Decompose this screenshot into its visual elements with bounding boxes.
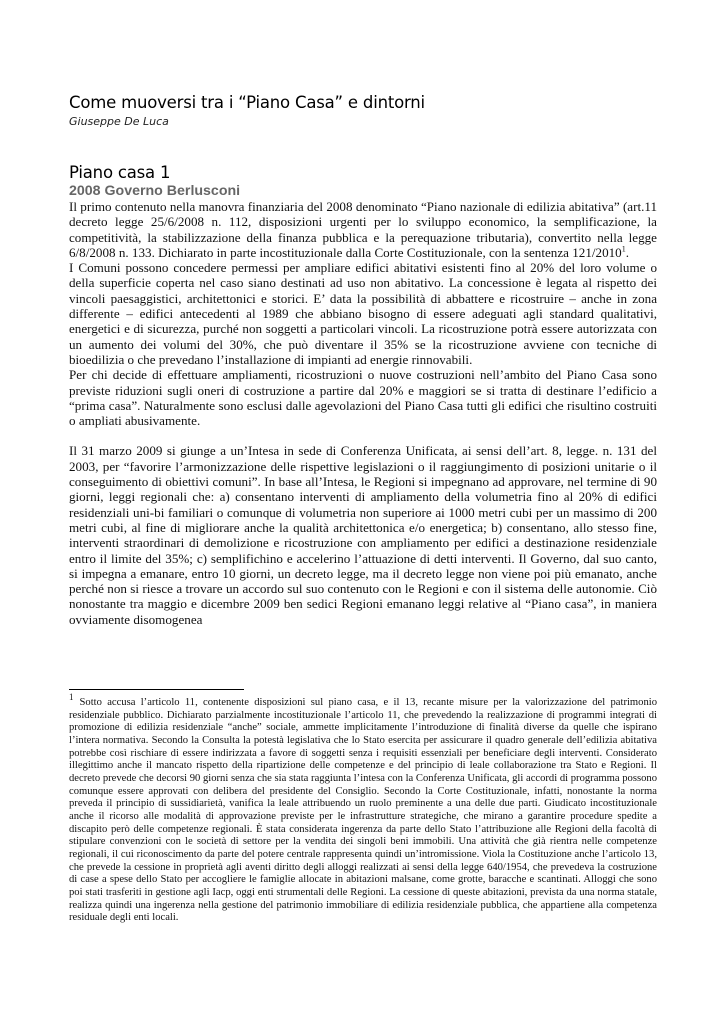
document-author: Giuseppe De Luca bbox=[69, 115, 169, 128]
footnote-separator bbox=[69, 689, 244, 690]
footnote-reference[interactable]: 1 bbox=[621, 244, 626, 254]
paragraph-4: Il 31 marzo 2009 si giunge a un’Intesa in sede di Conferenza Unificata, ai sensi dell’art. 8, legge. n. 131 del 2003, per “favorire l’armonizzazione delle rispettive legislazioni o il raggiungimento di posizioni unitarie o il conseguimento di obiettivi comuni”. In base all’Intesa, le Regioni si impegnano ad approvare, nel termine di 90 giorni, leggi regionali che: a) consentano interventi di ampliamento della volumetria fino al 20% di edifici residenziali uni-bi familiari o comunque di volumetria non superiore ai 1000 metri cubi per un massimo di 200 metri cubi, al fine di migliorare anche la qualità architettonica e/o energetica; b) consentano, allo stesso fine, interventi straordinari di demolizione e ricostruzione con ampliamento per edifici a destinazione residenziale entro il limite del 35%; c) semplifichino e accelerino l’attuazione di detti interventi. Il Governo, dal suo canto, si impegna a emanare, entro 10 giorni, un decreto legge, ma il decreto legge non viene poi più emanato, anche perché non si riesce a trovare un accordo sul suo contenuto con le Regioni e con il sistema delle autonomie. Ciò nonostante tra maggio e dicembre 2009 ben sedici Regioni emanano leggi relative al “Piano casa”, in maniera ovviamente disomogenea bbox=[69, 443, 657, 627]
paragraph-2: I Comuni possono concedere permessi per ampliare edifici abitativi esistenti fino al 20% del loro volume o della superficie coperta nel caso siano destinati ad uso non abitativo. La concessione è legata al rispetto dei vincoli paesaggistici, architettonici e storici. E’ data la possibilità di abbattere e ricostruire – anche in zona differente – edifici antecedenti al 1989 che abbiano bisogno di essere adeguati agli standard qualitativi, energetici e di sicurezza, purché non soggetti a particolari vincoli. La ricostruzione potrà essere autorizzata con un aumento dei volumi del 30%, che può diventare il 35% se la ricostruzione avviene con tecniche di bioedilizia o che prevedano l’installazione di impianti ad energie rinnovabili. bbox=[69, 260, 657, 367]
footnote-text: Sotto accusa l’articolo 11, contenente disposizioni sul piano casa, e il 13, recante misure per la valorizzazione del patrimonio residenziale pubblico. Dichiarato parzialmente incostituzionale l’articolo 11, che prevedendo la realizzazione di programmi integrati di promozione di edilizia residenziale “anche” sociale, ammette implicitamente l’introduzione di finalità diverse da quelle che ispirano l’intera normativa. Secondo la Consulta la potestà legislativa che lo Stato esercita per assicurare il quadro generale dell’edilizia abitativa potrebbe così rischiare di essere indirizzata a favore di soggetti senza i requisiti essenziali per beneficiare degli interventi. Considerato illegittimo anche il mancato rispetto della ripartizione delle competenze e del principio di leale collaborazione tra Stato e Regioni. Il decreto prevede che decorsi 90 giorni senza che sia stata raggiunta l’intesa con la Conferenza Unificata, gli accordi di programma possono comunque essere approvati con delibera del presidente del Consiglio. Secondo la Corte Costituzionale, infatti, nonostante la norma preveda il principio di sussidiarietà, vanifica la leale attribuendo un ruolo preminente a una delle due parti. Giudicato incostituzionale anche il ricorso alle modalità di approvazione previste per le infrastrutture strategiche, che mirano a garantire procedure spedite a discapito però delle competenze regionali. È stata considerata ingerenza da parte dello Stato l’attribuzione alle Regioni della facoltà di stipulare convenzioni con le società di settore per la vendita dei singoli beni immobili. Una attività che già rientra nelle competenze regionali, il cui riconoscimento da parte del potere centrale rappresenta quindi un’intromissione. Viola la Costituzione anche l’articolo 13, che prevede la cessione in proprietà agli aventi diritto degli alloggi realizzati ai sensi della legge 640/1954, che prevedeva la costruzione di case a spese dello Stato per accogliere le famiglie allocate in abitazioni malsane, come grotte, baracche e scantinati. Alloggi che sono poi stati trasferiti in gestione agli Iacp, oggi enti strumentali delle Regioni. La cessione di queste abitazioni, prevista da una norma statale, realizza quindi una ingerenza nella gestione del patrimonio immobiliare di edilizia residenziale pubblica, che appartiene alla competenza residuale degli enti locali. bbox=[69, 697, 657, 924]
footnote-number: 1 bbox=[69, 692, 74, 703]
section-title: Piano casa 1 bbox=[69, 163, 171, 182]
footnote bbox=[69, 692, 657, 925]
paragraph-1 bbox=[69, 199, 657, 260]
paragraph-3: Per chi decide di effettuare ampliamenti, ricostruzioni o nuove costruzioni nell’ambito del Piano Casa sono previste riduzioni sugli oneri di costruzione a partire dal 20% e maggiori se si tratta di destinare l’edificio a “prima casa”. Naturalmente sono esclusi dalle agevolazioni del Piano Casa tutti gli edifici che risultino costruiti o ampliati abusivamente. bbox=[69, 367, 657, 429]
document-title: Come muoversi tra i “Piano Casa” e dintorni bbox=[69, 93, 425, 112]
paragraph-1-text: Il primo contenuto nella manovra finanziaria del 2008 denominato “Piano nazionale di edilizia abitativa” (art.11 decreto legge 25/6/2008 n. 112, disposizioni urgenti per lo sviluppo economico, la semplificazione, la competitività, la stabilizzazione della finanza pubblica e la perequazione tributaria), convertito nella legge 6/8/2008 n. 133. Dichiarato in parte incostituzionale dalla Corte Costituzionale, con la sentenza 121/2010 bbox=[69, 199, 657, 260]
paragraph-1-end: . bbox=[625, 244, 629, 260]
document-body bbox=[69, 93, 657, 627]
paragraph-spacer bbox=[69, 428, 657, 443]
section-subtitle: 2008 Governo Berlusconi bbox=[69, 183, 241, 199]
